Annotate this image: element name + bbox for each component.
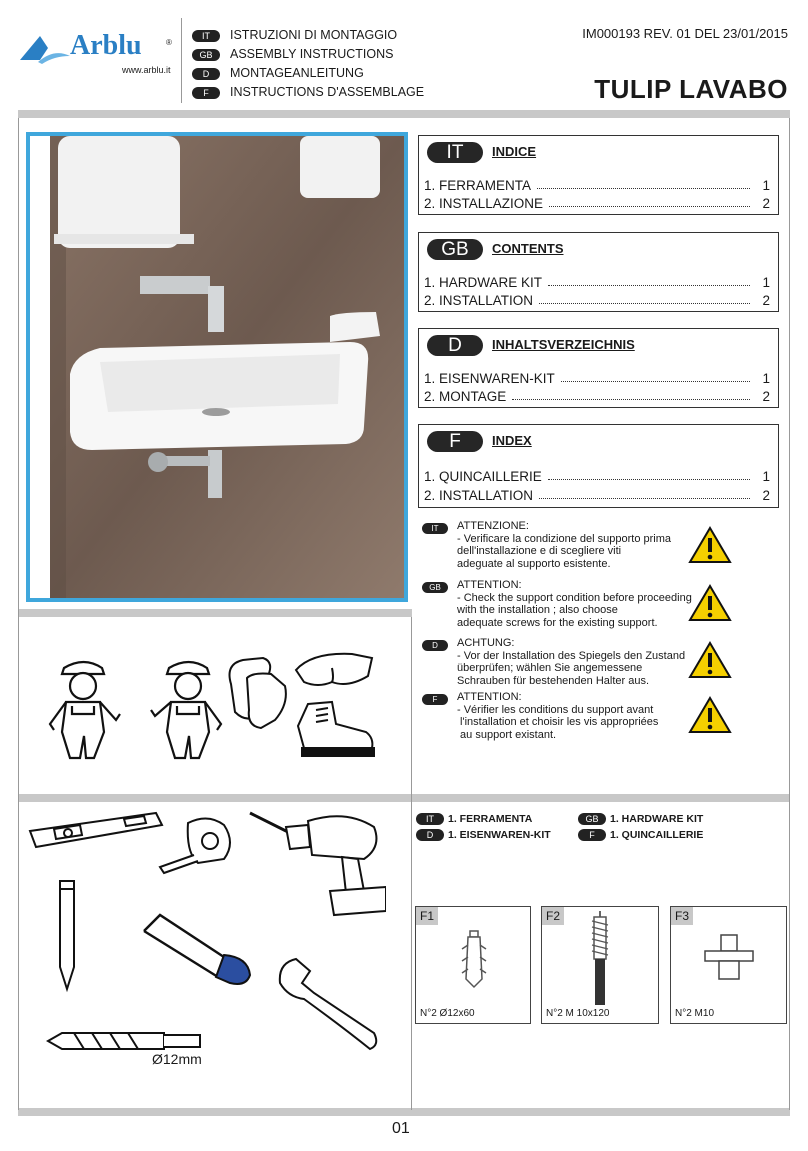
toc-heading: INHALTSVERZEICHNIS — [492, 337, 635, 352]
gloves-icon — [223, 654, 293, 734]
toc-item-label: INSTALLATION — [439, 488, 534, 503]
frame-border — [789, 118, 790, 1110]
logo-mark-icon — [18, 34, 70, 64]
page-number: 01 — [392, 1120, 410, 1137]
tape-measure-icon — [158, 813, 238, 883]
lang-title: MONTAGEANLEITUNG — [230, 66, 364, 80]
safety-boots-icon — [288, 698, 378, 762]
toc-row[interactable] — [424, 192, 770, 211]
toc-item-label: INSTALLATION — [439, 293, 534, 308]
toc-box-d — [418, 328, 779, 408]
toc-page-number: 2 — [762, 293, 770, 308]
warning-text: ATTENTION: - Vérifier les conditions du support avant l'installation et choisir les vis appropriées au support existant. — [457, 691, 659, 741]
leader-dots — [512, 399, 750, 400]
frame-border — [18, 118, 19, 1110]
worker-icon — [145, 654, 235, 764]
header-divider — [181, 18, 182, 103]
lang-badge: D — [427, 335, 483, 356]
fitting-caption: N°2 M10 — [675, 1008, 715, 1019]
hardware-heading-text: 1. FERRAMENTA — [448, 813, 533, 825]
toc-heading: INDEX — [492, 433, 532, 448]
safety-equipment — [30, 640, 400, 770]
toc-heading: INDICE — [492, 144, 537, 159]
leader-dots — [539, 498, 750, 499]
fitting-tag: F1 — [416, 907, 438, 925]
toc-page-number: 1 — [762, 469, 770, 484]
toc-item-number: 1. — [424, 275, 436, 290]
lang-title: INSTRUCTIONS D'ASSEMBLAGE — [230, 85, 425, 99]
fitting-box-f1 — [415, 906, 531, 1024]
lang-badge: D — [422, 640, 448, 651]
toc-row[interactable] — [424, 385, 770, 404]
hardware-heading-text: 1. QUINCAILLERIE — [610, 829, 704, 841]
toc-item-label: EISENWAREN-KIT — [439, 371, 555, 386]
section-bar — [18, 1108, 790, 1116]
section-bar — [18, 794, 790, 802]
toc-item-number: 2. — [424, 293, 436, 308]
lang-badge: GB — [422, 582, 448, 593]
toc-row[interactable] — [424, 484, 770, 503]
toc-item-label: QUINCAILLERIE — [439, 469, 542, 484]
toc-page-number: 2 — [762, 488, 770, 503]
lang-badge: GB — [578, 813, 606, 825]
wrench-icon — [274, 953, 384, 1053]
toc-box-f — [418, 424, 779, 508]
product-photo — [26, 132, 408, 602]
worker-icon — [40, 654, 130, 764]
lang-badge: F — [422, 694, 448, 705]
warning-triangle-icon — [688, 526, 732, 564]
lang-badge: F — [578, 829, 606, 841]
toc-box-it — [418, 135, 779, 215]
hardware-heading — [416, 829, 551, 841]
language-row — [192, 45, 424, 64]
brand-name: Arblu — [70, 30, 142, 61]
wall-plug-icon — [458, 929, 490, 989]
lang-badge: IT — [192, 30, 220, 42]
fitting-caption: N°2 M 10x120 — [546, 1008, 610, 1019]
language-row — [192, 83, 424, 102]
toc-row[interactable] — [424, 367, 770, 386]
warning-triangle-icon — [688, 584, 732, 622]
safety-glasses-icon — [292, 648, 376, 692]
toc-item-label: FERRAMENTA — [439, 178, 532, 193]
hardware-heading-text: 1. EISENWAREN-KIT — [448, 829, 551, 841]
toc-page-number: 1 — [762, 178, 770, 193]
document-reference: IM000193 REV. 01 DEL 23/01/2015 — [582, 26, 788, 41]
leader-dots — [548, 285, 750, 286]
leader-dots — [561, 381, 750, 382]
lang-badge: GB — [427, 239, 483, 260]
lang-badge: D — [192, 68, 220, 80]
language-row — [192, 64, 424, 83]
spirit-level-icon — [26, 809, 166, 855]
lang-badge: IT — [416, 813, 444, 825]
toc-page-number: 1 — [762, 371, 770, 386]
toc-item-number: 1. — [424, 178, 436, 193]
leader-dots — [548, 479, 750, 480]
toc-row[interactable] — [424, 174, 770, 193]
toc-item-label: INSTALLAZIONE — [439, 196, 544, 211]
lang-badge: GB — [192, 49, 220, 61]
toc-page-number: 1 — [762, 275, 770, 290]
warning-text: ATTENZIONE: - Verificare la condizione del supporto prima dell'installazione e di scegliere viti adeguate al supporto esistente. — [457, 520, 672, 570]
nut-washer-icon — [699, 933, 759, 985]
toc-row[interactable] — [424, 271, 770, 290]
product-title: TULIP LAVABO — [594, 74, 788, 104]
power-drill-icon — [246, 807, 386, 917]
leader-dots — [539, 303, 750, 304]
toc-item-number: 2. — [424, 488, 436, 503]
washbasin-photo-icon — [30, 136, 404, 598]
hardware-heading — [578, 813, 703, 825]
toc-item-label: MONTAGE — [439, 389, 507, 404]
threaded-rod-icon — [588, 911, 612, 1007]
language-row — [192, 26, 424, 45]
fitting-box-f2 — [541, 906, 659, 1024]
fitting-tag: F2 — [542, 907, 564, 925]
toc-row[interactable] — [424, 465, 770, 484]
warning-triangle-icon — [688, 696, 732, 734]
language-list — [192, 26, 424, 102]
toc-item-label: HARDWARE KIT — [439, 275, 543, 290]
lang-badge: F — [427, 431, 483, 452]
toc-page-number: 2 — [762, 196, 770, 211]
warning-triangle-icon — [688, 641, 732, 679]
hardware-heading — [578, 829, 703, 841]
lang-badge: F — [192, 87, 220, 99]
frame-border — [411, 617, 412, 1110]
pencil-icon — [52, 875, 82, 995]
toc-item-number: 2. — [424, 196, 436, 211]
section-bar — [18, 609, 412, 617]
toc-box-gb — [418, 232, 779, 312]
website: www.arblu.it — [122, 65, 171, 75]
fitting-tag: F3 — [671, 907, 693, 925]
toc-heading: CONTENTS — [492, 241, 564, 256]
lang-badge: IT — [427, 142, 483, 163]
toc-row[interactable] — [424, 289, 770, 308]
warning-text: ACHTUNG: - Vor der Installation des Spiegels den Zustand überprüfen; wählen Sie angemessene Schrauben für bestehenden Halter aus. — [457, 637, 686, 687]
leader-dots — [549, 206, 750, 207]
leader-dots — [537, 188, 750, 189]
toc-item-number: 1. — [424, 371, 436, 386]
hardware-heading — [416, 813, 532, 825]
lang-badge: IT — [422, 523, 448, 534]
toc-page-number: 2 — [762, 389, 770, 404]
fitting-box-f3 — [670, 906, 787, 1024]
header-bar — [18, 110, 790, 118]
brand-logo — [18, 30, 178, 76]
hacksaw-icon — [138, 911, 258, 991]
registered-mark: ® — [166, 38, 172, 47]
lang-badge: D — [416, 829, 444, 841]
fitting-caption: N°2 Ø12x60 — [420, 1008, 475, 1019]
warning-text: ATTENTION: - Check the support condition before proceeding with the installation ; also choose adequate screws for the existing support. — [457, 579, 692, 629]
drill-bit-size: Ø12mm — [152, 1051, 202, 1067]
lang-title: ASSEMBLY INSTRUCTIONS — [230, 47, 394, 61]
toc-item-number: 1. — [424, 469, 436, 484]
toc-item-number: 2. — [424, 389, 436, 404]
tools-illustration — [22, 805, 408, 1105]
hardware-heading-text: 1. HARDWARE KIT — [610, 813, 704, 825]
lang-title: ISTRUZIONI DI MONTAGGIO — [230, 28, 398, 42]
